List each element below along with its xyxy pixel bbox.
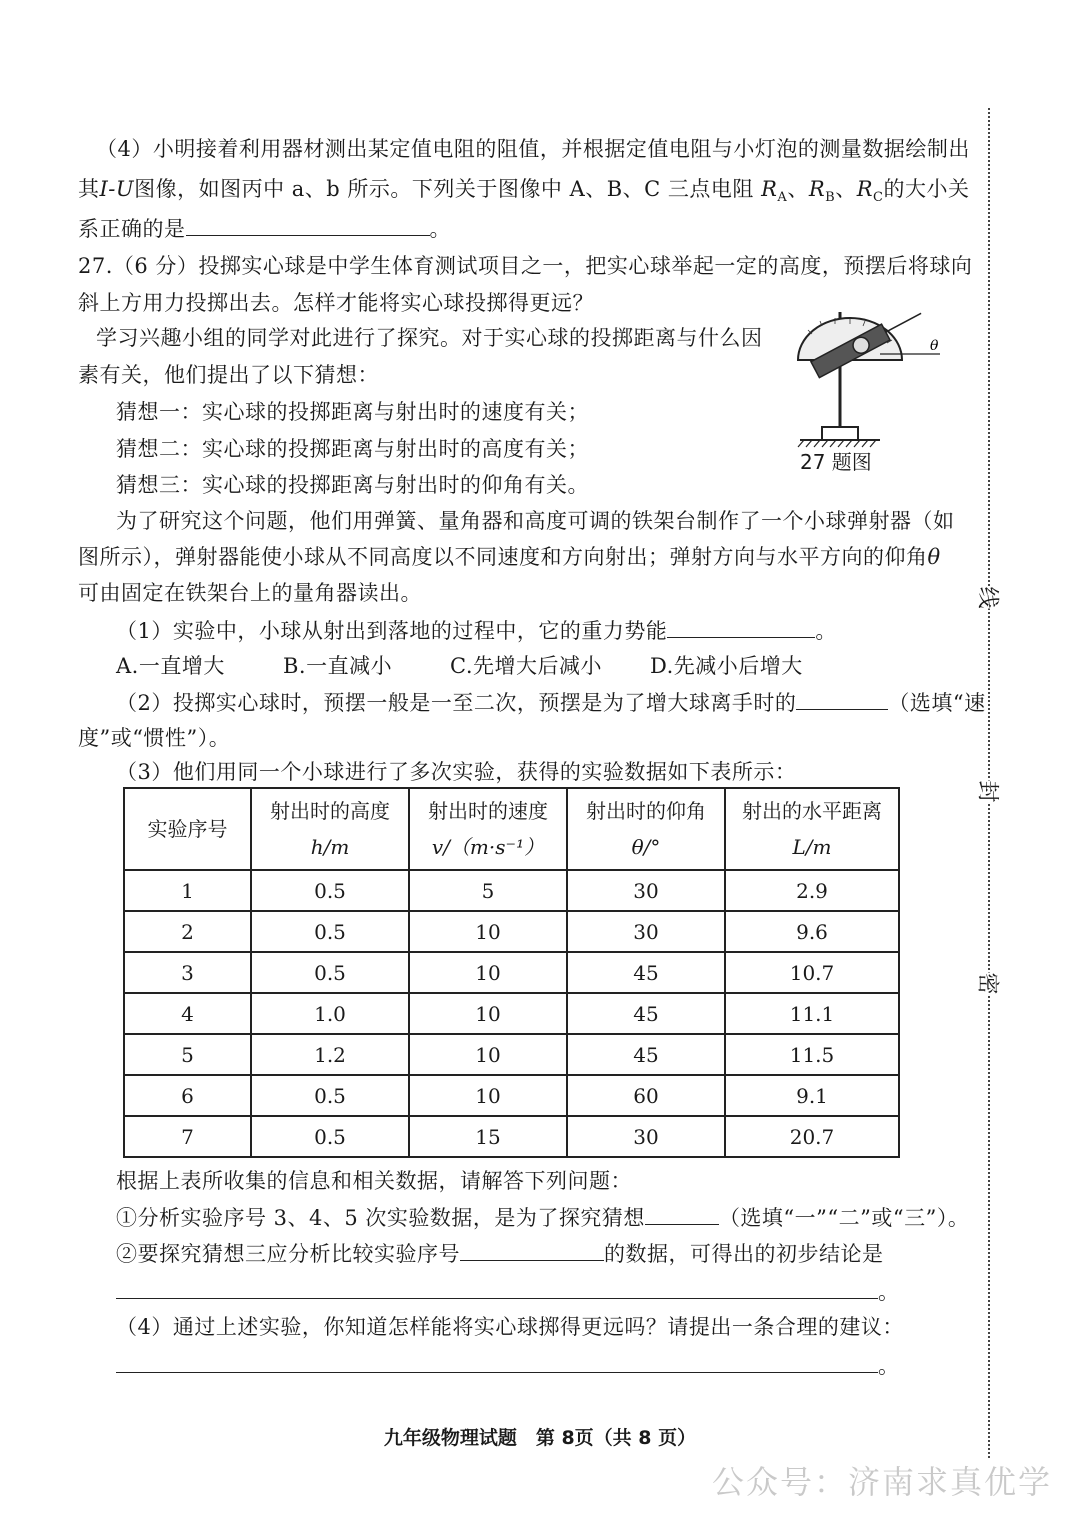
cell: 0.5 xyxy=(251,870,409,911)
header-angle: 射出时的仰角 θ/° xyxy=(567,788,725,870)
cell: 20.7 xyxy=(725,1116,899,1157)
table-row xyxy=(124,1034,899,1075)
option-d: D.先减小后增大 xyxy=(650,654,803,678)
cell: 10 xyxy=(409,1034,567,1075)
method-line3: 可由固定在铁架台上的量角器读出。 xyxy=(78,581,422,605)
guess-1: 猜想一：实心球的投掷距离与射出时的速度有关； xyxy=(116,400,589,424)
q27-intro1: 27.（6 分）投掷实心球是中学生体育测试项目之一，把实心球举起一定的高度，预摆后将球向 xyxy=(78,254,973,278)
cell: 9.1 xyxy=(725,1075,899,1116)
cell: 30 xyxy=(567,911,725,952)
answer-blank-part1[interactable] xyxy=(667,615,815,638)
table-row xyxy=(124,993,899,1034)
sub-question-2: ②要探究猜想三应分析比较实验序号 的数据，可得出的初步结论是 xyxy=(116,1238,884,1269)
cell: 15 xyxy=(409,1116,567,1157)
cell: 10 xyxy=(409,993,567,1034)
cell: 0.5 xyxy=(251,911,409,952)
cell: 1.0 xyxy=(251,993,409,1034)
cell: 9.6 xyxy=(725,911,899,952)
figure-caption: 27 题图 xyxy=(800,450,872,474)
cell: 45 xyxy=(567,993,725,1034)
q27-intro2: 斜上方用力投掷出去。怎样才能将实心球投掷得更远？ xyxy=(78,291,594,315)
part2-question-cont: 度”或“惯性”）。 xyxy=(78,726,231,750)
answer-blank-sub1[interactable] xyxy=(645,1202,719,1225)
part4-line: 。 xyxy=(116,1350,900,1381)
method-line1: 为了研究这个问题，他们用弹簧、量角器和高度可调的铁架台制作了一个小球弹射器（如 xyxy=(116,509,955,533)
cell: 30 xyxy=(567,1116,725,1157)
answer-blank-part2[interactable] xyxy=(796,687,888,710)
cell: 10 xyxy=(409,1075,567,1116)
binding-char-feng: 封 xyxy=(970,780,1009,802)
figure-theta-label: θ xyxy=(930,338,939,354)
sub-question-1: ①分析实验序号 3、4、5 次实验数据，是为了探究猜想 （选填“一”“二”或“三”）。 xyxy=(116,1202,969,1233)
answer-blank-sub2a[interactable] xyxy=(460,1238,604,1261)
part4-question: （4）通过上述实验，你知道怎样能将实心球掷得更远吗？请提出一条合理的建议： xyxy=(116,1315,904,1339)
cell: 30 xyxy=(567,870,725,911)
table-row xyxy=(124,1075,899,1116)
cell: 10.7 xyxy=(725,952,899,993)
cell: 10 xyxy=(409,952,567,993)
guess-2: 猜想二：实心球的投掷距离与射出时的高度有关； xyxy=(116,437,589,461)
cell: 0.5 xyxy=(251,1116,409,1157)
header-speed: 射出时的速度 v/（m·s⁻¹） xyxy=(409,788,567,870)
cell: 3 xyxy=(124,952,251,993)
part3-question: （3）他们用同一个小球进行了多次实验，获得的实验数据如下表所示： xyxy=(116,760,797,784)
part2-question: （2）投掷实心球时，预摆一般是一至二次，预摆是为了增大球离手时的 （选填“速 xyxy=(116,687,986,718)
data-table xyxy=(123,787,900,1158)
cell: 1.2 xyxy=(251,1034,409,1075)
binding-char-mi: 密 xyxy=(970,972,1009,994)
table-row xyxy=(124,870,899,911)
header-index: 实验序号 xyxy=(124,788,251,870)
cell: 0.5 xyxy=(251,1075,409,1116)
cell: 1 xyxy=(124,870,251,911)
q27-intro3: 学习兴趣小组的同学对此进行了探究。对于实心球的投掷距离与什么因 xyxy=(96,326,763,350)
cell: 11.1 xyxy=(725,993,899,1034)
page-footer: 九年级物理试题 第 8页（共 8 页） xyxy=(383,1427,697,1449)
cell: 45 xyxy=(567,952,725,993)
q26-4-line1: （4）小明接着利用器材测出某定值电阻的阻值，并根据定值电阻与小灯泡的测量数据绘制出 xyxy=(96,137,970,161)
q27-intro4: 素有关，他们提出了以下猜想： xyxy=(78,363,379,387)
sub-question-2-line: 。 xyxy=(116,1276,900,1307)
answer-blank-26-4[interactable] xyxy=(186,213,430,236)
cell: 5 xyxy=(124,1034,251,1075)
cell: 11.5 xyxy=(725,1034,899,1075)
guess-3: 猜想三：实心球的投掷距离与射出时的仰角有关。 xyxy=(116,473,589,497)
header-distance: 射出的水平距离 L/m xyxy=(725,788,899,870)
cell: 2 xyxy=(124,911,251,952)
table-header-row xyxy=(124,788,899,870)
cell: 2.9 xyxy=(725,870,899,911)
option-a: A.一直增大 xyxy=(116,654,225,678)
option-c: C.先增大后减小 xyxy=(450,654,602,678)
cell: 5 xyxy=(409,870,567,911)
cell: 60 xyxy=(567,1075,725,1116)
cell: 7 xyxy=(124,1116,251,1157)
part1-question: （1）实验中，小球从射出到落地的过程中，它的重力势能 。 xyxy=(116,615,837,646)
header-height: 射出时的高度 h/m xyxy=(251,788,409,870)
cell: 0.5 xyxy=(251,952,409,993)
cell: 10 xyxy=(409,911,567,952)
answer-blank-part4[interactable] xyxy=(116,1350,878,1373)
cell: 6 xyxy=(124,1075,251,1116)
table-row xyxy=(124,952,899,993)
cell: 45 xyxy=(567,1034,725,1075)
table-row xyxy=(124,1116,899,1157)
watermark: 公众号：济南求真优学 xyxy=(712,1463,1053,1501)
option-b: B.一直减小 xyxy=(283,654,393,678)
cell: 4 xyxy=(124,993,251,1034)
after-table-text: 根据上表所收集的信息和相关数据，请解答下列问题： xyxy=(116,1169,632,1193)
method-line2: 图所示），弹射器能使小球从不同高度以不同速度和方向射出；弹射方向与水平方向的仰角θ xyxy=(78,545,941,569)
table-row xyxy=(124,911,899,952)
binding-char-xian: 线 xyxy=(970,586,1009,608)
answer-blank-sub2b[interactable] xyxy=(116,1276,878,1299)
q26-4-line2: 其I-U图像，如图丙中 a、b 所示。下列关于图像中 A、B、C 三点电阻 $R_A$、$R_B$、$R_C$的大小关 xyxy=(78,177,970,206)
q26-4-line3: 系正确的是 。 xyxy=(78,213,451,244)
